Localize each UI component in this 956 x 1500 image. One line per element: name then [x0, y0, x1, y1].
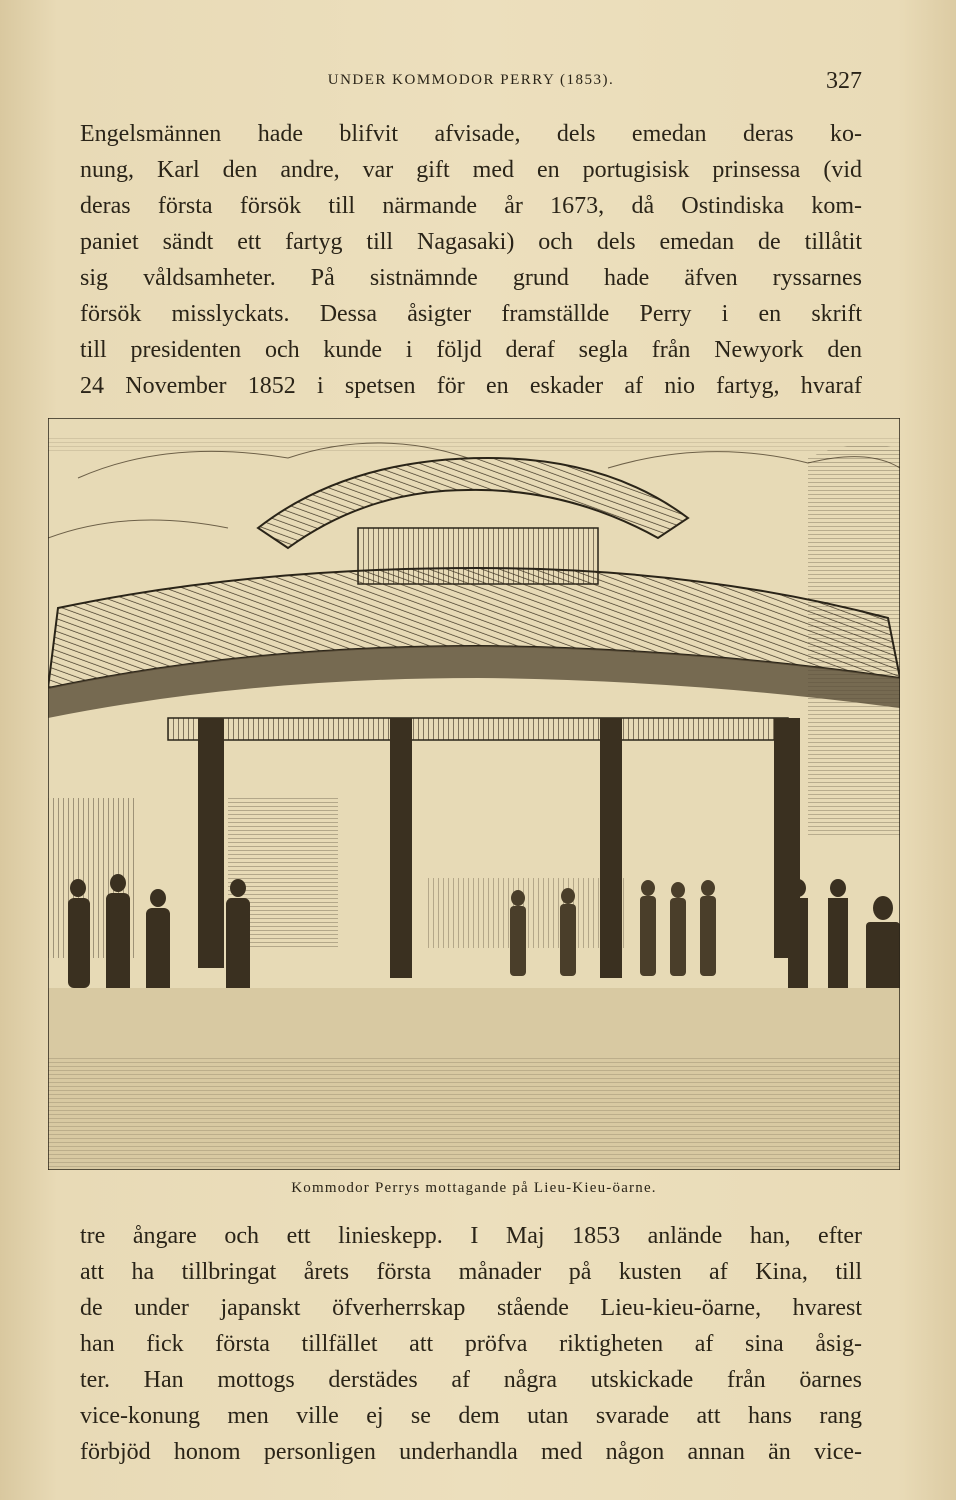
text-line: vice-konung men ville ej se dem utan svarade att hans rang [80, 1403, 862, 1429]
text-line: sig våldsamheter. På sistnämnde grund hade äfven ryssarnes [80, 265, 862, 291]
text-line: ter. Han mottogs derstädes af några utskickade från öarnes [80, 1367, 862, 1393]
engraving-gate-scene [48, 418, 900, 1170]
text-line: till presidenten och kunde i följd deraf segla från Newyork den [80, 337, 862, 363]
text-line: han fick första tillfället att pröfva riktigheten af sina åsig- [80, 1331, 862, 1357]
text-line: tre ångare och ett linieskepp. I Maj 1853 anlände han, efter [80, 1223, 862, 1249]
text-line: deras första försök till närmande år 1673, då Ostindiska kom- [80, 193, 862, 219]
illustration-caption: Kommodor Perrys mottagande på Lieu-Kieu-öarne. [291, 1180, 657, 1196]
page-number: 327 [826, 68, 862, 94]
text-line: förbjöd honom personligen underhandla med någon annan än vice- [80, 1439, 862, 1465]
text-line: de under japanskt öfverherrskap stående Lieu-kieu-öarne, hvarest [80, 1295, 862, 1321]
paragraph-bottom [80, 1218, 862, 1470]
engraving-illustration [48, 418, 900, 1170]
text-line: att ha tillbringat årets första månader på kusten af Kina, till [80, 1259, 862, 1285]
running-head [80, 68, 862, 98]
text-line: Engelsmännen hade blifvit afvisade, dels emedan deras ko- [80, 121, 862, 147]
text-line: paniet sändt ett fartyg till Nagasaki) och dels emedan de tillåtit [80, 229, 862, 255]
text-line: 24 November 1852 i spetsen för en eskader af nio fartyg, hvaraf [80, 373, 862, 399]
running-title: UNDER KOMMODOR PERRY (1853). [327, 72, 615, 88]
paragraph-top [80, 116, 862, 404]
text-line: nung, Karl den andre, var gift med en portugisisk prinsessa (vid [80, 157, 862, 183]
text-line: försök misslyckats. Dessa åsigter framställde Perry i en skrift [80, 301, 862, 327]
